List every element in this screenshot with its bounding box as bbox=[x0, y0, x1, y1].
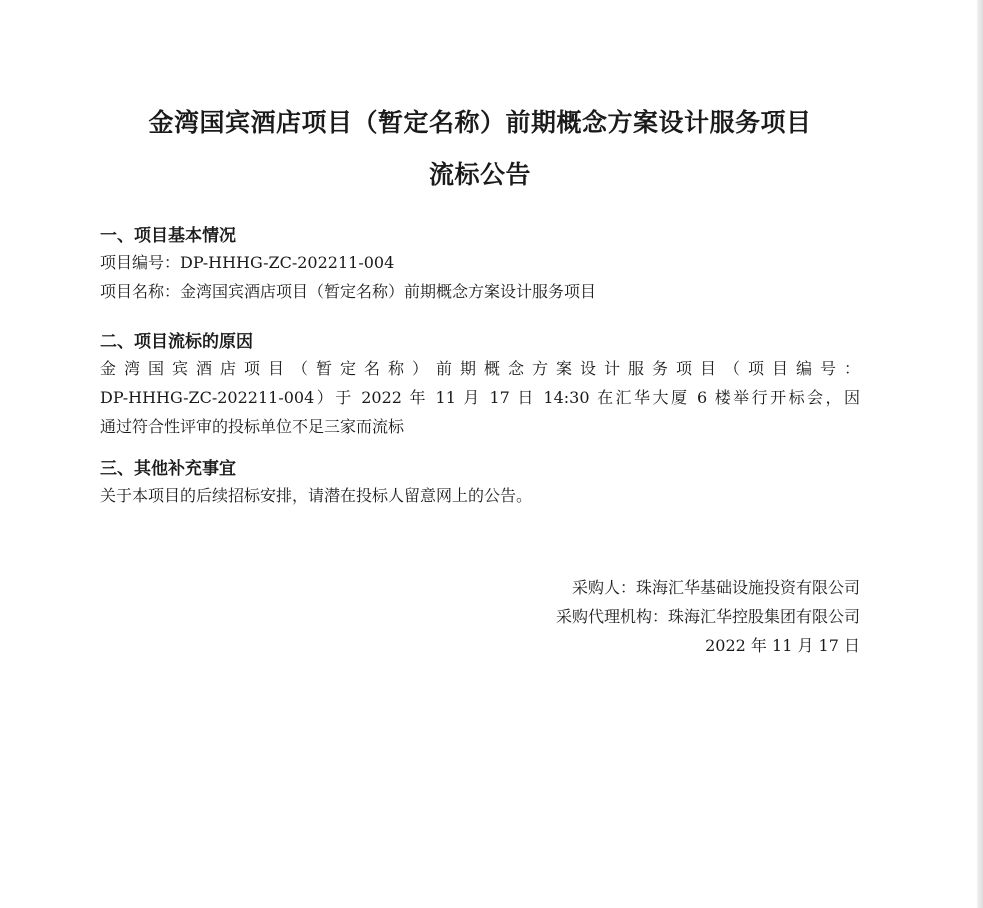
reason-line-1 bbox=[100, 354, 860, 383]
purchaser: 采购人：珠海汇华基础设施投资有限公司 bbox=[571, 578, 860, 597]
document-title: 金湾国宾酒店项目（暂定名称）前期概念方案设计服务项目 bbox=[148, 108, 812, 137]
reason-line-2-text: DP-HHHG-ZC-202211-004）于 2022 年 11 月 17 日 14:30 在汇华大厦 6 楼举行开标会，因 bbox=[100, 388, 860, 407]
announcement-date: 2022 年 11 月 17 日 bbox=[705, 636, 860, 655]
section-basic-info bbox=[100, 224, 860, 306]
reason-line-1-text: 金湾国宾酒店项目（暂定名称）前期概念方案设计服务项目（项目编号： bbox=[100, 359, 860, 378]
page-edge-shadow bbox=[977, 0, 983, 908]
other-matters-text: 关于本项目的后续招标安排，请潜在投标人留意网上的公告。 bbox=[100, 486, 533, 505]
section-heading-other-matters: 三、其他补充事宜 bbox=[100, 459, 236, 479]
procurement-agency: 采购代理机构：珠海汇华控股集团有限公司 bbox=[555, 607, 860, 626]
reason-line-2 bbox=[100, 383, 860, 412]
section-failure-reason bbox=[100, 330, 860, 441]
section-heading-basic-info: 一、项目基本情况 bbox=[100, 226, 236, 246]
project-name: 项目名称：金湾国宾酒店项目（暂定名称）前期概念方案设计服务项目 bbox=[100, 282, 597, 301]
section-other-matters bbox=[100, 457, 860, 510]
reason-line-3: 通过符合性评审的投标单位不足三家而流标 bbox=[100, 417, 405, 436]
document-subtitle: 流标公告 bbox=[428, 160, 531, 189]
project-number: 项目编号：DP-HHHG-ZC-202211-004 bbox=[100, 253, 395, 272]
section-heading-failure-reason: 二、项目流标的原因 bbox=[100, 332, 253, 352]
signature-block bbox=[100, 573, 860, 660]
